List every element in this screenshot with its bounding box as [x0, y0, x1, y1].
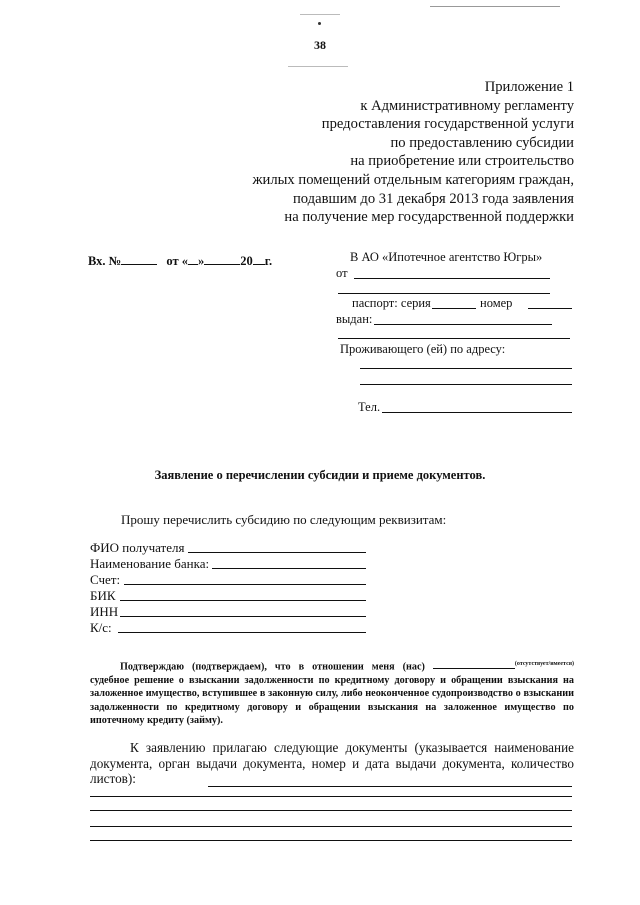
appendix-line: на получение мер государственной поддержки [284, 209, 574, 226]
confirm-note: (отсутствует/имеется) [514, 661, 574, 667]
from-blank-2[interactable] [338, 293, 550, 294]
request-text: Прошу перечислить субсидию по следующим реквизитам: [121, 512, 447, 527]
documents-paragraph [90, 740, 574, 787]
incoming-day-blank[interactable] [188, 253, 198, 265]
phone-blank[interactable] [382, 412, 572, 413]
bank-blank[interactable] [212, 568, 366, 569]
appendix-header [252, 78, 574, 227]
bank-label: Наименование банка: [90, 556, 210, 571]
bik-label: БИК [90, 588, 116, 603]
bank-field [90, 556, 209, 572]
documents-blank-line[interactable] [90, 826, 572, 827]
appendix-line: предоставления государственной услуги [321, 116, 574, 133]
documents-blank-line[interactable] [90, 840, 572, 841]
bank-details [90, 540, 209, 636]
documents-blank-line[interactable] [90, 796, 572, 797]
passport-series-label: паспорт: серия [352, 296, 431, 310]
incoming-year-prefix: 20 [240, 254, 253, 268]
issued-label: выдан: [336, 312, 373, 326]
confirmation-paragraph [90, 658, 574, 727]
page-number: 38 [314, 38, 326, 52]
incoming-date-from: от « [166, 254, 188, 268]
ks-label: К/с: [90, 620, 112, 635]
scan-artifact [430, 6, 560, 7]
issued-blank-2[interactable] [338, 338, 570, 339]
recipient-org: В АО «Ипотечное агентство Югры» [350, 250, 543, 264]
inn-field [90, 604, 209, 620]
bik-blank[interactable] [120, 600, 366, 601]
confirm-body: судебное решение о взыскании задолженности по кредитному договору и обращении взыскания на заложенное имущество, вступившее в законную силу, либо неоконченное судопроизводство о взыскании задолженности по кредитному договору и обращении взыскания на заложенное имущество по ипотечному кредиту (займу). [90, 674, 574, 727]
fio-label: ФИО получателя [90, 540, 185, 555]
inn-label: ИНН [90, 604, 119, 619]
passport-series-blank[interactable] [432, 308, 476, 309]
account-field [90, 572, 209, 588]
appendix-line: на приобретение или строительство [350, 153, 574, 170]
incoming-number-blank[interactable] [121, 253, 157, 265]
incoming-registration [88, 253, 272, 269]
documents-blank-line[interactable] [90, 810, 572, 811]
from-blank[interactable] [354, 278, 550, 279]
scan-artifact [300, 14, 340, 15]
from-label: от [336, 266, 348, 280]
incoming-quote-close: » [197, 254, 205, 268]
appendix-line: жилых помещений отдельным категориям граждан, [252, 171, 574, 188]
scan-artifact [288, 66, 348, 67]
account-label: Счет: [90, 572, 121, 587]
address-blank-2[interactable] [360, 384, 572, 385]
appendix-line: Приложение 1 [484, 79, 574, 95]
documents-text: К заявлению прилагаю следующие документы (указывается наименование документа, орган выдачи документа, номер и дата выдачи документа, количество листов): [90, 740, 574, 786]
appendix-line: к Административному регламенту [360, 97, 574, 114]
residing-label: Проживающего (ей) по адресу: [340, 342, 506, 356]
confirm-lead: Подтверждаю (подтверждаем), что в отношении меня (нас) [120, 661, 425, 673]
inn-blank[interactable] [120, 616, 366, 617]
ks-field [90, 620, 209, 636]
account-blank[interactable] [124, 584, 366, 585]
confirm-status-blank[interactable] [433, 660, 515, 669]
appendix-line: по предоставлению субсидии [390, 134, 574, 151]
documents-blank-inline[interactable] [208, 786, 572, 787]
fio-blank[interactable] [188, 552, 366, 553]
issued-blank[interactable] [374, 324, 552, 325]
incoming-year-suffix: г. [264, 254, 273, 268]
incoming-month-blank[interactable] [204, 253, 240, 265]
passport-number-label: номер [480, 296, 513, 310]
fio-field [90, 540, 209, 556]
scan-artifact [318, 22, 321, 25]
phone-label: Тел. [358, 400, 381, 414]
address-blank-1[interactable] [360, 368, 572, 369]
appendix-line: подавшим до 31 декабря 2013 года заявления [293, 190, 574, 207]
form-title: Заявление о перечислении субсидии и приеме документов. [154, 468, 486, 482]
bik-field [90, 588, 209, 604]
ks-blank[interactable] [118, 632, 366, 633]
incoming-number-label: Вх. № [88, 254, 122, 268]
passport-number-blank[interactable] [528, 308, 572, 309]
incoming-year-blank[interactable] [253, 253, 265, 265]
